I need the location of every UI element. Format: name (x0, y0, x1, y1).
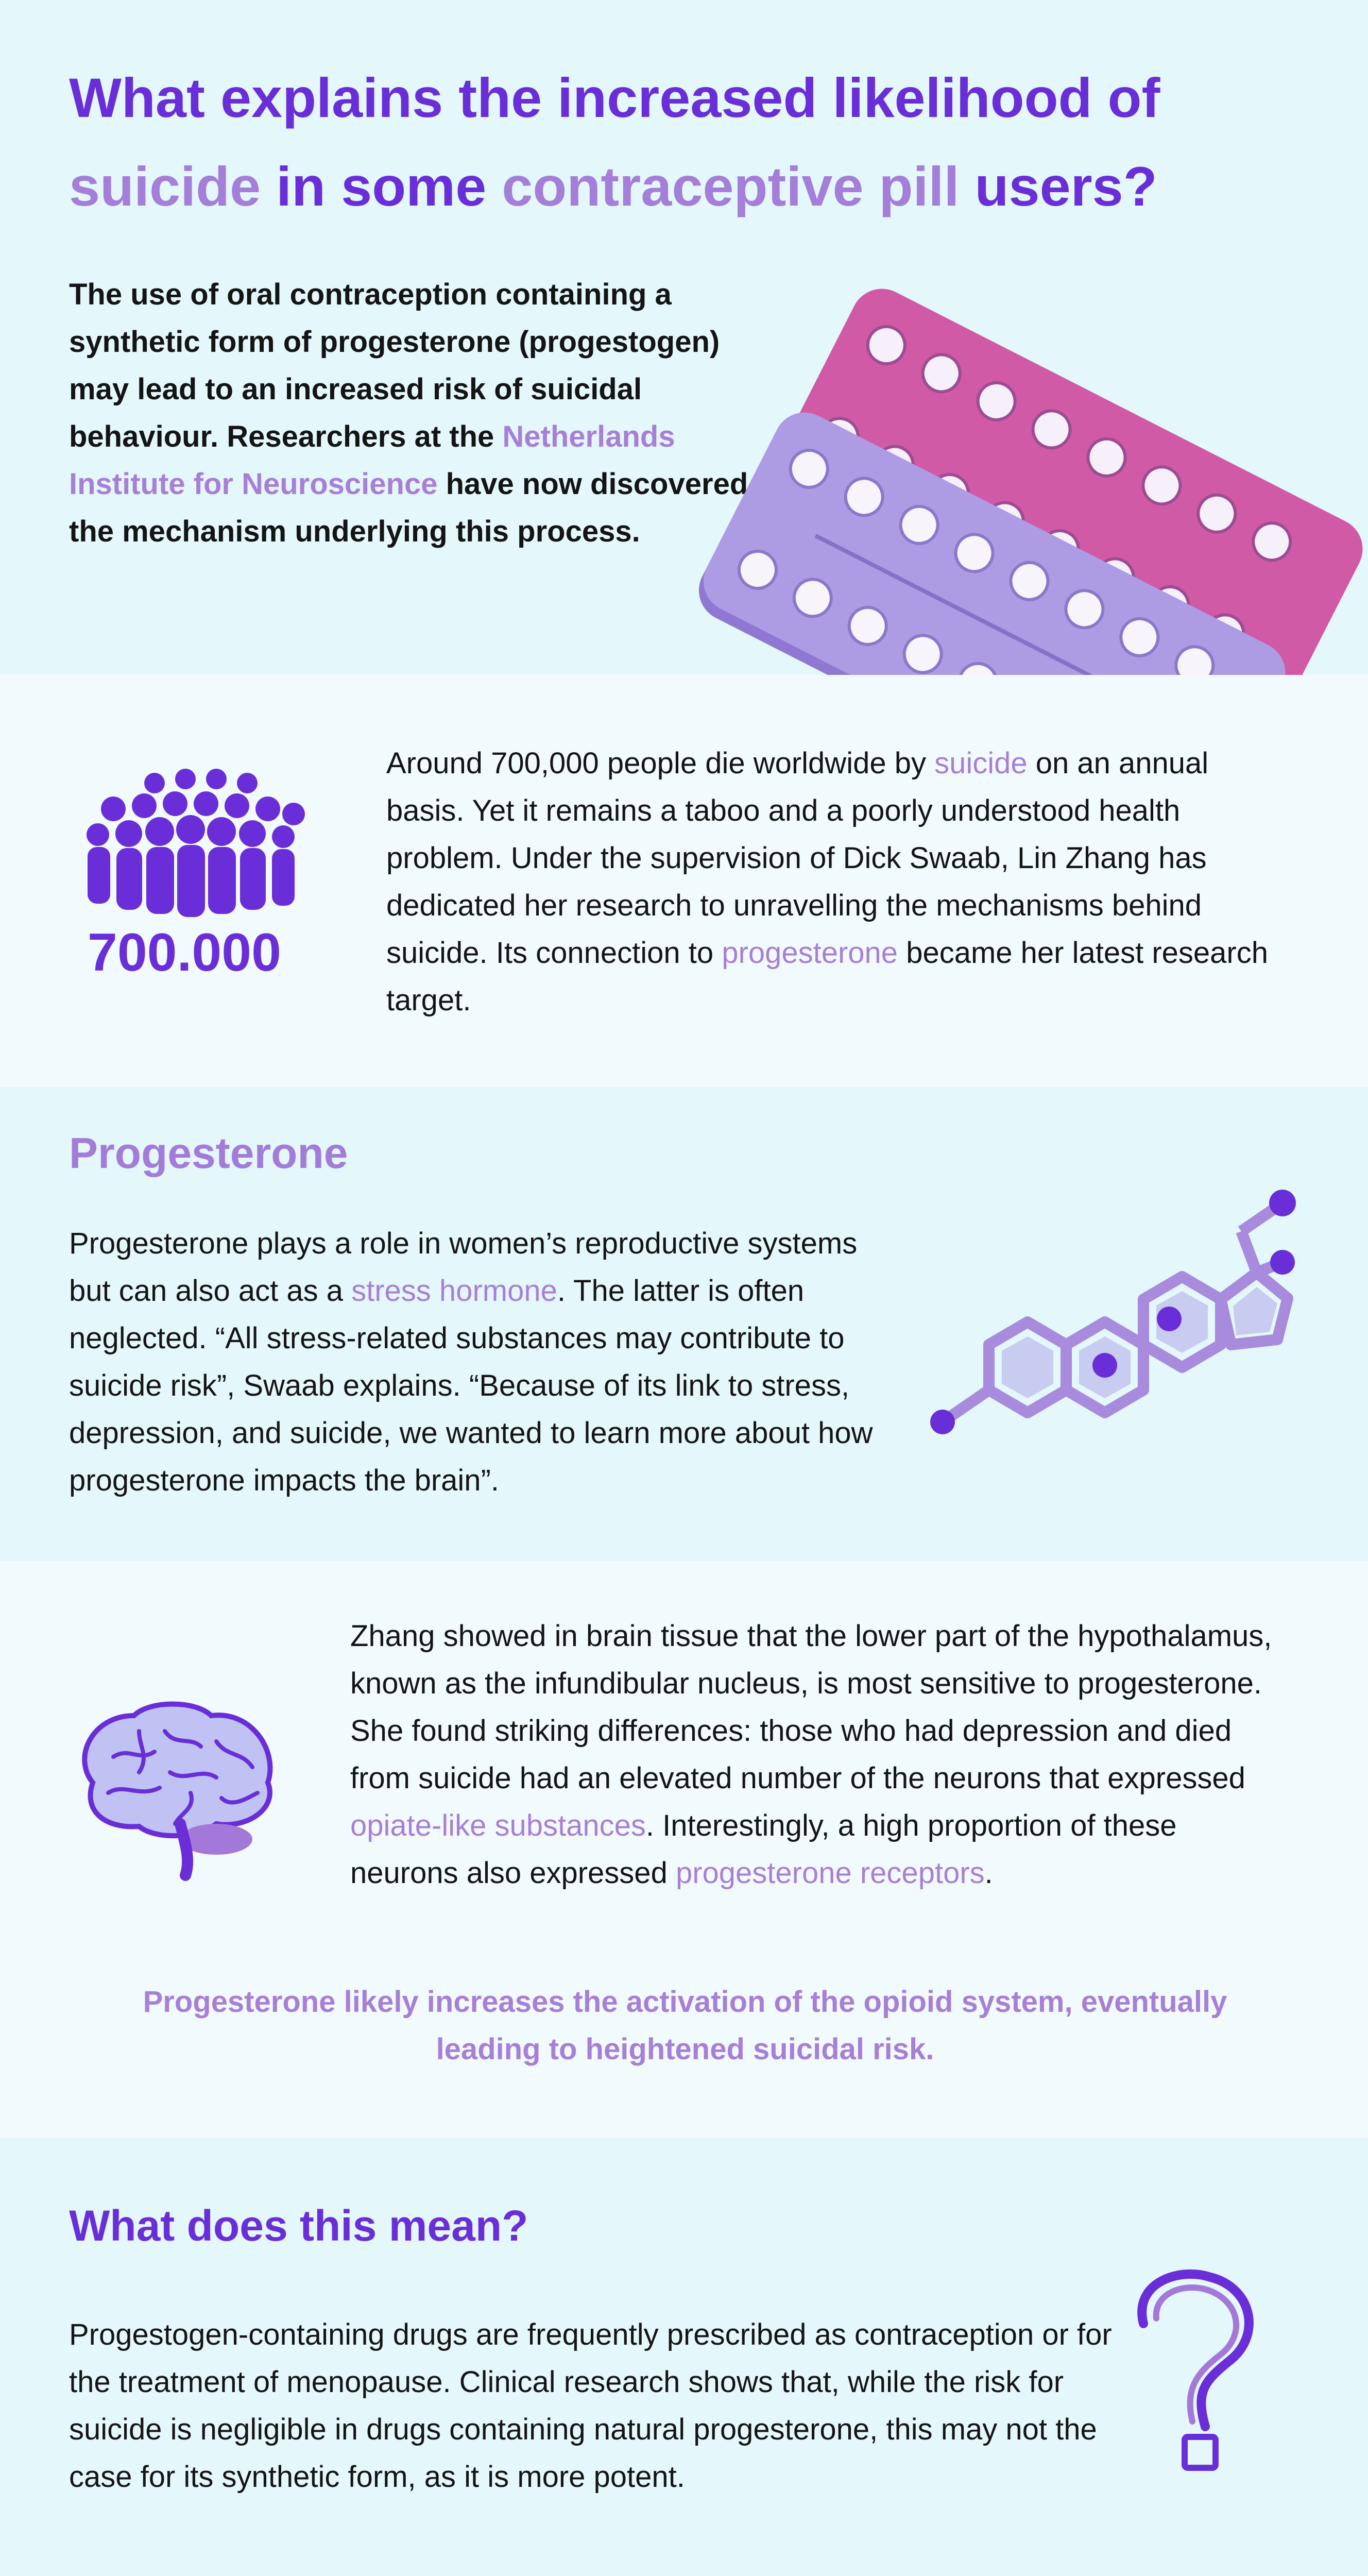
progesterone-text: . The latter is often neglected. “All stress-related substances may contribute to suicide risk”, Swaab explains. “Because of its link to stress, depression, and suicide, we wanted to learn more about how progesterone impacts the brain”. (69, 1274, 873, 1497)
pill-pack-illustration (750, 258, 1368, 675)
brain-icon (62, 1695, 288, 1880)
title-highlight-pill: contraceptive pill (502, 155, 960, 217)
meaning-paragraph: Progestogen-containing drugs are frequently prescribed as contraception or for the treatment of menopause. Clinical research shows that, while the risk for suicide is negligible in drugs containing natural progesterone, this may not the case for its synthetic form, as it is more potent. (69, 2318, 1112, 2494)
title-text: users? (959, 155, 1157, 217)
question-mark-icon (1107, 2262, 1272, 2488)
key-finding-callout: Progesterone likely increases the activation of the opioid system, eventually leading to heightened suicidal risk. (143, 1985, 1227, 2066)
progesterone-text: Progesterone plays a role in women’s reproductive systems but can also act as a (69, 1227, 858, 1308)
stats-text: Around 700,000 people die worldwide by (386, 747, 935, 780)
crowd-icon (82, 768, 319, 922)
stats-paragraph (386, 740, 1272, 1024)
stats-section (0, 675, 1368, 1087)
intro-text: The use of oral contraception containing a synthetic form of progesterone (progestogen) may lead to an increased risk of suicidal behaviour. Researchers at the (69, 278, 720, 453)
brain-text: Zhang showed in brain tissue that the lower part of the hypothalamus, known as the infundibular nucleus, is most sensitive to progesterone. She found striking differences: those who had depression and died from suicide had an elevated number of the neurons that expressed (350, 1619, 1272, 1795)
brain-text: . Interestingly, a high proportion of these neurons also expressed (350, 1809, 1177, 1890)
stats-text: on an annual basis. Yet it remains a taboo and a poorly understood health problem. Under the supervision of Dick Swaab, Lin Zhang has dedicated her research to unravelling the mechanisms behind suicide. Its connection to (386, 747, 1209, 970)
progesterone-heading: Progesterone (69, 1129, 348, 1177)
header-section (0, 0, 1368, 675)
progesterone-section (0, 1087, 1368, 1561)
brain-text: . (984, 1856, 993, 1890)
title-highlight-suicide: suicide (69, 155, 261, 217)
page-title (69, 54, 1254, 231)
molecule-icon (927, 1190, 1329, 1479)
highlight-stress-hormone: stress hormone (351, 1274, 557, 1308)
intro-paragraph (69, 271, 754, 555)
intro-text: have now discovered the mechanism underlying this process. (69, 467, 748, 548)
title-text: in some (261, 155, 502, 217)
meaning-section (0, 2138, 1368, 2576)
stats-text: became her latest research target. (386, 936, 1268, 1017)
title-text: What explains the increased likelihood of (69, 66, 1160, 129)
meaning-heading: What does this mean? (69, 2201, 528, 2250)
brain-paragraph (350, 1613, 1277, 1897)
nin-link[interactable]: Netherlands Institute for Neuroscience (69, 420, 675, 501)
progesterone-paragraph (69, 1220, 893, 1504)
highlight-receptors: progesterone receptors (675, 1856, 985, 1890)
highlight-suicide: suicide (934, 747, 1028, 780)
highlight-progesterone: progesterone (722, 936, 898, 970)
stat-number: 700.000 (88, 923, 281, 982)
highlight-opiate: opiate-like substances (350, 1809, 646, 1842)
